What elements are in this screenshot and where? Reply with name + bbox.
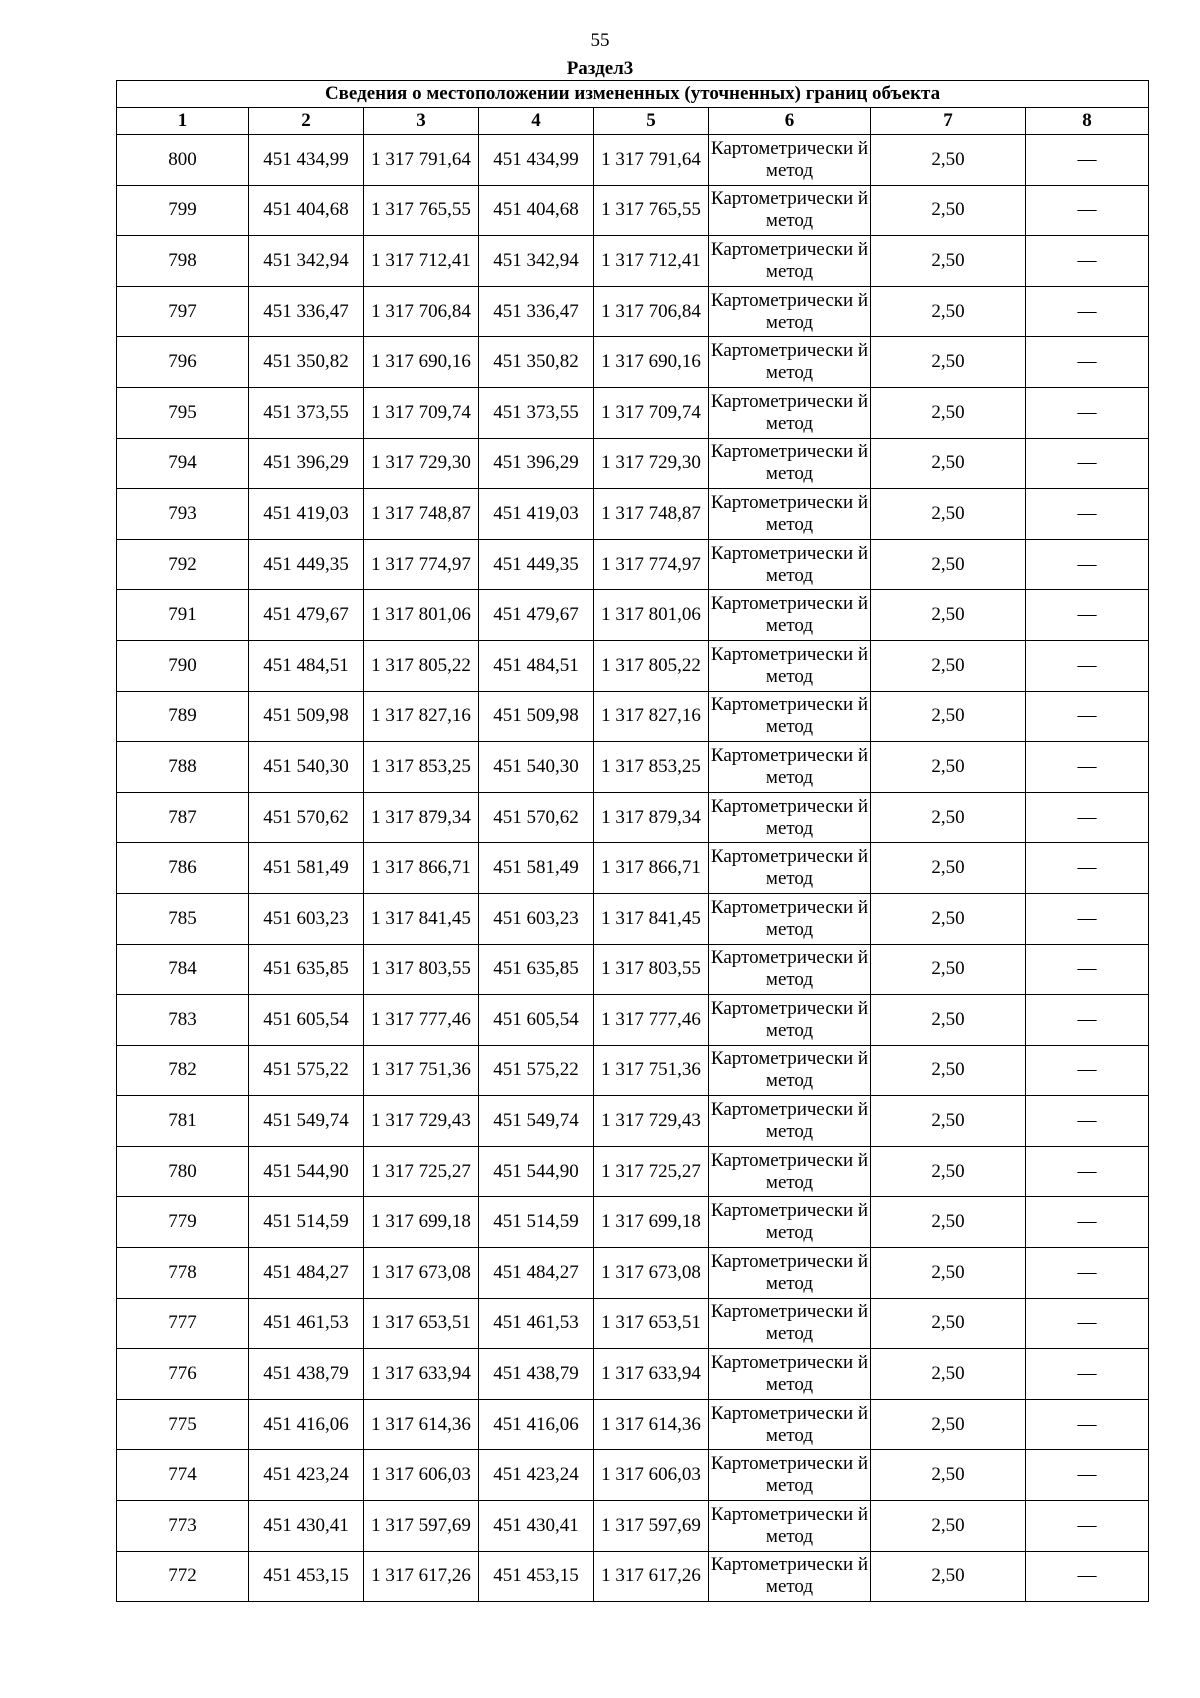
y-coordinate-new-cell: 1 317 729,43 bbox=[594, 1096, 709, 1147]
column-number: 7 bbox=[871, 108, 1026, 135]
x-coordinate-cell: 451 449,35 bbox=[249, 539, 364, 590]
accuracy-cell: 2,50 bbox=[871, 1399, 1026, 1450]
accuracy-cell: 2,50 bbox=[871, 438, 1026, 489]
point-number-cell: 797 bbox=[117, 286, 249, 337]
x-coordinate-cell: 451 423,24 bbox=[249, 1450, 364, 1501]
y-coordinate-cell: 1 317 805,22 bbox=[364, 640, 479, 691]
x-coordinate-new-cell: 451 570,62 bbox=[479, 792, 594, 843]
x-coordinate-new-cell: 451 603,23 bbox=[479, 893, 594, 944]
table-row bbox=[117, 893, 1149, 944]
x-coordinate-new-cell: 451 453,15 bbox=[479, 1551, 594, 1602]
y-coordinate-cell: 1 317 633,94 bbox=[364, 1349, 479, 1400]
y-coordinate-cell: 1 317 597,69 bbox=[364, 1501, 479, 1552]
y-coordinate-new-cell: 1 317 712,41 bbox=[594, 236, 709, 287]
description-cell: — bbox=[1026, 640, 1149, 691]
y-coordinate-new-cell: 1 317 699,18 bbox=[594, 1197, 709, 1248]
description-cell: — bbox=[1026, 438, 1149, 489]
point-number-cell: 787 bbox=[117, 792, 249, 843]
accuracy-cell: 2,50 bbox=[871, 1045, 1026, 1096]
point-number-cell: 785 bbox=[117, 893, 249, 944]
accuracy-cell: 2,50 bbox=[871, 1298, 1026, 1349]
y-coordinate-cell: 1 317 853,25 bbox=[364, 742, 479, 793]
y-coordinate-cell: 1 317 690,16 bbox=[364, 337, 479, 388]
x-coordinate-cell: 451 581,49 bbox=[249, 843, 364, 894]
description-cell: — bbox=[1026, 1551, 1149, 1602]
method-cell: Картометрически й метод bbox=[709, 1349, 871, 1400]
x-coordinate-cell: 451 373,55 bbox=[249, 387, 364, 438]
y-coordinate-new-cell: 1 317 751,36 bbox=[594, 1045, 709, 1096]
method-cell: Картометрически й метод bbox=[709, 286, 871, 337]
x-coordinate-cell: 451 570,62 bbox=[249, 792, 364, 843]
accuracy-cell: 2,50 bbox=[871, 893, 1026, 944]
table-row bbox=[117, 387, 1149, 438]
point-number-cell: 792 bbox=[117, 539, 249, 590]
y-coordinate-cell: 1 317 801,06 bbox=[364, 590, 479, 641]
point-number-cell: 777 bbox=[117, 1298, 249, 1349]
description-cell: — bbox=[1026, 286, 1149, 337]
accuracy-cell: 2,50 bbox=[871, 691, 1026, 742]
x-coordinate-new-cell: 451 404,68 bbox=[479, 185, 594, 236]
y-coordinate-new-cell: 1 317 729,30 bbox=[594, 438, 709, 489]
method-cell: Картометрически й метод bbox=[709, 1399, 871, 1450]
y-coordinate-cell: 1 317 841,45 bbox=[364, 893, 479, 944]
table-row bbox=[117, 1501, 1149, 1552]
method-cell: Картометрически й метод bbox=[709, 337, 871, 388]
x-coordinate-cell: 451 404,68 bbox=[249, 185, 364, 236]
description-cell: — bbox=[1026, 1096, 1149, 1147]
x-coordinate-new-cell: 451 350,82 bbox=[479, 337, 594, 388]
x-coordinate-cell: 451 544,90 bbox=[249, 1146, 364, 1197]
method-cell: Картометрически й метод bbox=[709, 236, 871, 287]
y-coordinate-new-cell: 1 317 748,87 bbox=[594, 489, 709, 540]
method-cell: Картометрически й метод bbox=[709, 489, 871, 540]
x-coordinate-cell: 451 453,15 bbox=[249, 1551, 364, 1602]
method-cell: Картометрически й метод bbox=[709, 135, 871, 186]
method-cell: Картометрически й метод bbox=[709, 640, 871, 691]
point-number-cell: 774 bbox=[117, 1450, 249, 1501]
y-coordinate-cell: 1 317 751,36 bbox=[364, 1045, 479, 1096]
table-row bbox=[117, 843, 1149, 894]
table-row bbox=[117, 1298, 1149, 1349]
method-cell: Картометрически й метод bbox=[709, 1197, 871, 1248]
x-coordinate-new-cell: 451 484,27 bbox=[479, 1248, 594, 1299]
y-coordinate-cell: 1 317 765,55 bbox=[364, 185, 479, 236]
x-coordinate-new-cell: 451 479,67 bbox=[479, 590, 594, 641]
description-cell: — bbox=[1026, 995, 1149, 1046]
y-coordinate-cell: 1 317 617,26 bbox=[364, 1551, 479, 1602]
method-cell: Картометрически й метод bbox=[709, 1298, 871, 1349]
y-coordinate-cell: 1 317 774,97 bbox=[364, 539, 479, 590]
y-coordinate-cell: 1 317 712,41 bbox=[364, 236, 479, 287]
x-coordinate-cell: 451 549,74 bbox=[249, 1096, 364, 1147]
method-cell: Картометрически й метод bbox=[709, 792, 871, 843]
y-coordinate-new-cell: 1 317 791,64 bbox=[594, 135, 709, 186]
point-number-cell: 782 bbox=[117, 1045, 249, 1096]
x-coordinate-new-cell: 451 416,06 bbox=[479, 1399, 594, 1450]
x-coordinate-new-cell: 451 461,53 bbox=[479, 1298, 594, 1349]
x-coordinate-cell: 451 430,41 bbox=[249, 1501, 364, 1552]
accuracy-cell: 2,50 bbox=[871, 1349, 1026, 1400]
point-number-cell: 772 bbox=[117, 1551, 249, 1602]
table-row bbox=[117, 489, 1149, 540]
table-row bbox=[117, 1045, 1149, 1096]
x-coordinate-new-cell: 451 434,99 bbox=[479, 135, 594, 186]
point-number-cell: 789 bbox=[117, 691, 249, 742]
y-coordinate-cell: 1 317 725,27 bbox=[364, 1146, 479, 1197]
y-coordinate-cell: 1 317 614,36 bbox=[364, 1399, 479, 1450]
accuracy-cell: 2,50 bbox=[871, 1551, 1026, 1602]
method-cell: Картометрически й метод bbox=[709, 1551, 871, 1602]
x-coordinate-new-cell: 451 449,35 bbox=[479, 539, 594, 590]
y-coordinate-new-cell: 1 317 673,08 bbox=[594, 1248, 709, 1299]
description-cell: — bbox=[1026, 944, 1149, 995]
table-row bbox=[117, 539, 1149, 590]
x-coordinate-new-cell: 451 575,22 bbox=[479, 1045, 594, 1096]
x-coordinate-new-cell: 451 544,90 bbox=[479, 1146, 594, 1197]
y-coordinate-new-cell: 1 317 853,25 bbox=[594, 742, 709, 793]
x-coordinate-new-cell: 451 635,85 bbox=[479, 944, 594, 995]
page-number: 55 bbox=[590, 30, 610, 51]
accuracy-cell: 2,50 bbox=[871, 185, 1026, 236]
description-cell: — bbox=[1026, 135, 1149, 186]
y-coordinate-cell: 1 317 803,55 bbox=[364, 944, 479, 995]
section-title: Раздел3 bbox=[566, 58, 634, 79]
x-coordinate-new-cell: 451 423,24 bbox=[479, 1450, 594, 1501]
y-coordinate-cell: 1 317 709,74 bbox=[364, 387, 479, 438]
column-number: 5 bbox=[594, 108, 709, 135]
table-row bbox=[117, 691, 1149, 742]
x-coordinate-new-cell: 451 605,54 bbox=[479, 995, 594, 1046]
table-row bbox=[117, 135, 1149, 186]
accuracy-cell: 2,50 bbox=[871, 590, 1026, 641]
y-coordinate-cell: 1 317 729,30 bbox=[364, 438, 479, 489]
table-row bbox=[117, 236, 1149, 287]
x-coordinate-cell: 451 484,27 bbox=[249, 1248, 364, 1299]
x-coordinate-new-cell: 451 373,55 bbox=[479, 387, 594, 438]
accuracy-cell: 2,50 bbox=[871, 489, 1026, 540]
point-number-cell: 773 bbox=[117, 1501, 249, 1552]
accuracy-cell: 2,50 bbox=[871, 742, 1026, 793]
x-coordinate-cell: 451 342,94 bbox=[249, 236, 364, 287]
x-coordinate-new-cell: 451 484,51 bbox=[479, 640, 594, 691]
method-cell: Картометрически й метод bbox=[709, 843, 871, 894]
method-cell: Картометрически й метод bbox=[709, 742, 871, 793]
y-coordinate-cell: 1 317 879,34 bbox=[364, 792, 479, 843]
method-cell: Картометрически й метод bbox=[709, 1501, 871, 1552]
description-cell: — bbox=[1026, 387, 1149, 438]
y-coordinate-cell: 1 317 827,16 bbox=[364, 691, 479, 742]
method-cell: Картометрически й метод bbox=[709, 590, 871, 641]
point-number-cell: 775 bbox=[117, 1399, 249, 1450]
description-cell: — bbox=[1026, 1349, 1149, 1400]
point-number-cell: 776 bbox=[117, 1349, 249, 1400]
x-coordinate-cell: 451 605,54 bbox=[249, 995, 364, 1046]
x-coordinate-new-cell: 451 342,94 bbox=[479, 236, 594, 287]
point-number-cell: 779 bbox=[117, 1197, 249, 1248]
y-coordinate-new-cell: 1 317 709,74 bbox=[594, 387, 709, 438]
table-row bbox=[117, 1197, 1149, 1248]
y-coordinate-cell: 1 317 729,43 bbox=[364, 1096, 479, 1147]
method-cell: Картометрически й метод bbox=[709, 691, 871, 742]
table-row bbox=[117, 640, 1149, 691]
accuracy-cell: 2,50 bbox=[871, 1197, 1026, 1248]
table-row bbox=[117, 1248, 1149, 1299]
x-coordinate-new-cell: 451 336,47 bbox=[479, 286, 594, 337]
accuracy-cell: 2,50 bbox=[871, 286, 1026, 337]
method-cell: Картометрически й метод bbox=[709, 944, 871, 995]
accuracy-cell: 2,50 bbox=[871, 995, 1026, 1046]
y-coordinate-cell: 1 317 673,08 bbox=[364, 1248, 479, 1299]
method-cell: Картометрически й метод bbox=[709, 893, 871, 944]
description-cell: — bbox=[1026, 792, 1149, 843]
y-coordinate-cell: 1 317 777,46 bbox=[364, 995, 479, 1046]
y-coordinate-new-cell: 1 317 614,36 bbox=[594, 1399, 709, 1450]
x-coordinate-new-cell: 451 396,29 bbox=[479, 438, 594, 489]
point-number-cell: 786 bbox=[117, 843, 249, 894]
description-cell: — bbox=[1026, 590, 1149, 641]
accuracy-cell: 2,50 bbox=[871, 1146, 1026, 1197]
accuracy-cell: 2,50 bbox=[871, 1248, 1026, 1299]
y-coordinate-new-cell: 1 317 765,55 bbox=[594, 185, 709, 236]
method-cell: Картометрически й метод bbox=[709, 1096, 871, 1147]
description-cell: — bbox=[1026, 489, 1149, 540]
description-cell: — bbox=[1026, 1501, 1149, 1552]
accuracy-cell: 2,50 bbox=[871, 1450, 1026, 1501]
table-row bbox=[117, 995, 1149, 1046]
point-number-cell: 778 bbox=[117, 1248, 249, 1299]
accuracy-cell: 2,50 bbox=[871, 135, 1026, 186]
description-cell: — bbox=[1026, 1248, 1149, 1299]
method-cell: Картометрически й метод bbox=[709, 438, 871, 489]
table-row bbox=[117, 590, 1149, 641]
boundary-coordinates-table bbox=[116, 80, 1149, 1602]
description-cell: — bbox=[1026, 742, 1149, 793]
x-coordinate-new-cell: 451 430,41 bbox=[479, 1501, 594, 1552]
x-coordinate-new-cell: 451 549,74 bbox=[479, 1096, 594, 1147]
method-cell: Картометрически й метод bbox=[709, 995, 871, 1046]
accuracy-cell: 2,50 bbox=[871, 387, 1026, 438]
table-row bbox=[117, 1096, 1149, 1147]
point-number-cell: 783 bbox=[117, 995, 249, 1046]
x-coordinate-new-cell: 451 419,03 bbox=[479, 489, 594, 540]
x-coordinate-cell: 451 635,85 bbox=[249, 944, 364, 995]
table-row bbox=[117, 1349, 1149, 1400]
method-cell: Картометрически й метод bbox=[709, 185, 871, 236]
x-coordinate-cell: 451 396,29 bbox=[249, 438, 364, 489]
y-coordinate-new-cell: 1 317 690,16 bbox=[594, 337, 709, 388]
column-number-row bbox=[117, 108, 1149, 135]
method-cell: Картометрически й метод bbox=[709, 539, 871, 590]
method-cell: Картометрически й метод bbox=[709, 1045, 871, 1096]
description-cell: — bbox=[1026, 539, 1149, 590]
column-number: 6 bbox=[709, 108, 871, 135]
point-number-cell: 794 bbox=[117, 438, 249, 489]
point-number-cell: 780 bbox=[117, 1146, 249, 1197]
accuracy-cell: 2,50 bbox=[871, 640, 1026, 691]
description-cell: — bbox=[1026, 893, 1149, 944]
column-number: 3 bbox=[364, 108, 479, 135]
point-number-cell: 788 bbox=[117, 742, 249, 793]
y-coordinate-new-cell: 1 317 801,06 bbox=[594, 590, 709, 641]
description-cell: — bbox=[1026, 691, 1149, 742]
column-number: 2 bbox=[249, 108, 364, 135]
accuracy-cell: 2,50 bbox=[871, 792, 1026, 843]
description-cell: — bbox=[1026, 1045, 1149, 1096]
accuracy-cell: 2,50 bbox=[871, 337, 1026, 388]
y-coordinate-new-cell: 1 317 617,26 bbox=[594, 1551, 709, 1602]
y-coordinate-cell: 1 317 791,64 bbox=[364, 135, 479, 186]
y-coordinate-new-cell: 1 317 774,97 bbox=[594, 539, 709, 590]
table-row bbox=[117, 1450, 1149, 1501]
description-cell: — bbox=[1026, 1298, 1149, 1349]
table-row bbox=[117, 1146, 1149, 1197]
x-coordinate-cell: 451 434,99 bbox=[249, 135, 364, 186]
x-coordinate-cell: 451 514,59 bbox=[249, 1197, 364, 1248]
point-number-cell: 790 bbox=[117, 640, 249, 691]
table-row bbox=[117, 792, 1149, 843]
y-coordinate-cell: 1 317 606,03 bbox=[364, 1450, 479, 1501]
accuracy-cell: 2,50 bbox=[871, 1501, 1026, 1552]
x-coordinate-cell: 451 419,03 bbox=[249, 489, 364, 540]
y-coordinate-new-cell: 1 317 706,84 bbox=[594, 286, 709, 337]
column-number: 1 bbox=[117, 108, 249, 135]
x-coordinate-cell: 451 350,82 bbox=[249, 337, 364, 388]
accuracy-cell: 2,50 bbox=[871, 539, 1026, 590]
description-cell: — bbox=[1026, 1146, 1149, 1197]
y-coordinate-cell: 1 317 699,18 bbox=[364, 1197, 479, 1248]
x-coordinate-cell: 451 603,23 bbox=[249, 893, 364, 944]
x-coordinate-cell: 451 438,79 bbox=[249, 1349, 364, 1400]
point-number-cell: 795 bbox=[117, 387, 249, 438]
description-cell: — bbox=[1026, 1450, 1149, 1501]
x-coordinate-cell: 451 336,47 bbox=[249, 286, 364, 337]
method-cell: Картометрически й метод bbox=[709, 1146, 871, 1197]
point-number-cell: 800 bbox=[117, 135, 249, 186]
accuracy-cell: 2,50 bbox=[871, 944, 1026, 995]
table-row bbox=[117, 742, 1149, 793]
point-number-cell: 784 bbox=[117, 944, 249, 995]
y-coordinate-new-cell: 1 317 777,46 bbox=[594, 995, 709, 1046]
point-number-cell: 791 bbox=[117, 590, 249, 641]
x-coordinate-new-cell: 451 509,98 bbox=[479, 691, 594, 742]
accuracy-cell: 2,50 bbox=[871, 236, 1026, 287]
x-coordinate-cell: 451 540,30 bbox=[249, 742, 364, 793]
point-number-cell: 781 bbox=[117, 1096, 249, 1147]
y-coordinate-new-cell: 1 317 866,71 bbox=[594, 843, 709, 894]
method-cell: Картометрически й метод bbox=[709, 387, 871, 438]
table-row bbox=[117, 1551, 1149, 1602]
point-number-cell: 793 bbox=[117, 489, 249, 540]
y-coordinate-new-cell: 1 317 827,16 bbox=[594, 691, 709, 742]
description-cell: — bbox=[1026, 1197, 1149, 1248]
x-coordinate-cell: 451 509,98 bbox=[249, 691, 364, 742]
y-coordinate-new-cell: 1 317 879,34 bbox=[594, 792, 709, 843]
table-body bbox=[117, 135, 1149, 1602]
x-coordinate-cell: 451 484,51 bbox=[249, 640, 364, 691]
x-coordinate-new-cell: 451 581,49 bbox=[479, 843, 594, 894]
x-coordinate-new-cell: 451 514,59 bbox=[479, 1197, 594, 1248]
y-coordinate-new-cell: 1 317 803,55 bbox=[594, 944, 709, 995]
y-coordinate-cell: 1 317 866,71 bbox=[364, 843, 479, 894]
x-coordinate-new-cell: 451 540,30 bbox=[479, 742, 594, 793]
table-row bbox=[117, 1399, 1149, 1450]
x-coordinate-cell: 451 479,67 bbox=[249, 590, 364, 641]
y-coordinate-new-cell: 1 317 725,27 bbox=[594, 1146, 709, 1197]
description-cell: — bbox=[1026, 1399, 1149, 1450]
table-row bbox=[117, 185, 1149, 236]
y-coordinate-cell: 1 317 653,51 bbox=[364, 1298, 479, 1349]
x-coordinate-new-cell: 451 438,79 bbox=[479, 1349, 594, 1400]
y-coordinate-new-cell: 1 317 841,45 bbox=[594, 893, 709, 944]
point-number-cell: 799 bbox=[117, 185, 249, 236]
y-coordinate-cell: 1 317 748,87 bbox=[364, 489, 479, 540]
table-row bbox=[117, 286, 1149, 337]
description-cell: — bbox=[1026, 843, 1149, 894]
accuracy-cell: 2,50 bbox=[871, 843, 1026, 894]
y-coordinate-new-cell: 1 317 633,94 bbox=[594, 1349, 709, 1400]
x-coordinate-cell: 451 461,53 bbox=[249, 1298, 364, 1349]
description-cell: — bbox=[1026, 337, 1149, 388]
table-row bbox=[117, 337, 1149, 388]
method-cell: Картометрически й метод bbox=[709, 1450, 871, 1501]
point-number-cell: 798 bbox=[117, 236, 249, 287]
table-row bbox=[117, 944, 1149, 995]
x-coordinate-cell: 451 575,22 bbox=[249, 1045, 364, 1096]
description-cell: — bbox=[1026, 185, 1149, 236]
y-coordinate-new-cell: 1 317 606,03 bbox=[594, 1450, 709, 1501]
method-cell: Картометрически й метод bbox=[709, 1248, 871, 1299]
y-coordinate-cell: 1 317 706,84 bbox=[364, 286, 479, 337]
description-cell: — bbox=[1026, 236, 1149, 287]
x-coordinate-cell: 451 416,06 bbox=[249, 1399, 364, 1450]
point-number-cell: 796 bbox=[117, 337, 249, 388]
column-number: 8 bbox=[1026, 108, 1149, 135]
column-number: 4 bbox=[479, 108, 594, 135]
table-caption: Сведения о местоположении измененных (уточненных) границ объекта bbox=[117, 81, 1149, 108]
y-coordinate-new-cell: 1 317 805,22 bbox=[594, 640, 709, 691]
table-row bbox=[117, 438, 1149, 489]
y-coordinate-new-cell: 1 317 653,51 bbox=[594, 1298, 709, 1349]
y-coordinate-new-cell: 1 317 597,69 bbox=[594, 1501, 709, 1552]
accuracy-cell: 2,50 bbox=[871, 1096, 1026, 1147]
